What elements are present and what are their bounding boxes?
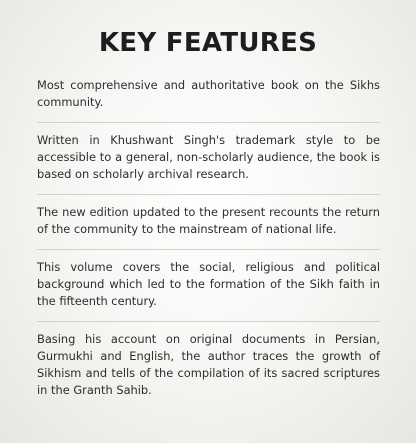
feature-list	[37, 74, 380, 410]
feature-item-2: Written in Khushwant Singh's trademark style to be accessible to a general, non-scholarly audience, the book is based on scholarly archival research.	[37, 123, 380, 195]
feature-item-5: Basing his account on original documents in Persian, Gurmukhi and English, the author traces the growth of Sikhism and tells of the compilation of its sacred scriptures in the Granth Sahib.	[37, 332, 380, 397]
feature-item-1: Most comprehensive and authoritative book on the Sikhs community.	[37, 74, 380, 123]
feature-item-3: The new edition updated to the present recounts the return of the community to the mainstream of national life.	[37, 195, 380, 250]
feature-item-4: This volume covers the social, religious and political background which led to the formation of the Sikh faith in the fifteenth century.	[37, 250, 380, 322]
page-title: KEY FEATURES	[98, 28, 318, 58]
